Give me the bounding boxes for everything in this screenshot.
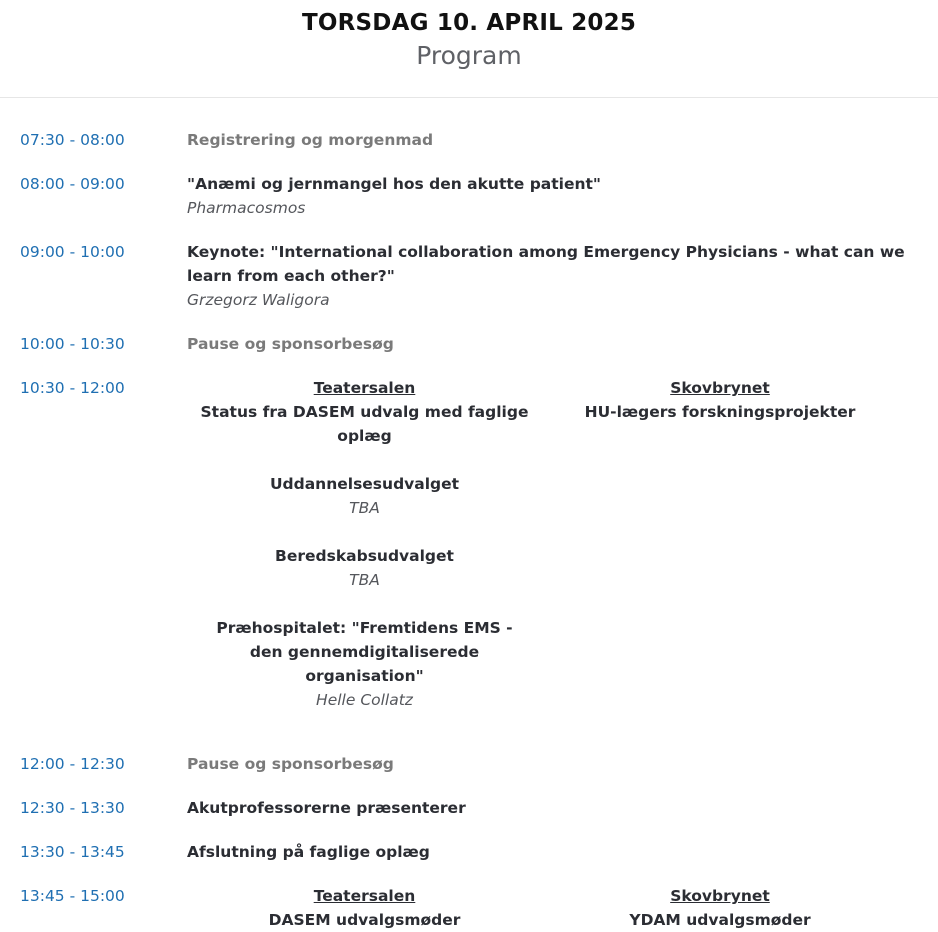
time-slot: 13:45 - 15:00 [20, 887, 125, 905]
parallel-tracks [187, 376, 898, 712]
session-speaker: Grzegorz Waligora [187, 291, 330, 309]
time-slot: 10:00 - 10:30 [20, 335, 125, 353]
track-right [542, 884, 898, 932]
session-speaker: TBA [349, 499, 380, 517]
room-name: Skovbrynet [670, 887, 770, 905]
time-slot: 09:00 - 10:00 [20, 243, 125, 261]
session-title: Registrering og morgenmad [187, 131, 434, 149]
room-name: Skovbrynet [670, 379, 770, 397]
track-right [542, 376, 898, 712]
track-left [187, 376, 542, 712]
session-speaker: Helle Collatz [316, 691, 413, 709]
session-title: Akutprofessorerne præsenterer [187, 799, 466, 817]
session-title: Keynote: "International collaboration among Emergency Physicians - what can we learn from each other?" [187, 243, 905, 285]
schedule-row [0, 128, 938, 152]
parallel-tracks [187, 884, 898, 932]
schedule-row-parallel [0, 376, 938, 712]
time-slot: 13:30 - 13:45 [20, 843, 125, 861]
session-title: Pause og sponsorbesøg [187, 755, 394, 773]
page-title: Program [416, 41, 522, 70]
event-date: TORSDAG 10. APRIL 2025 [301, 10, 637, 36]
schedule-row [0, 752, 938, 776]
session-speaker: TBA [349, 571, 380, 589]
schedule-row [0, 240, 938, 312]
track-title: HU-lægers forskningsprojekter [584, 403, 856, 421]
schedule-row [0, 172, 938, 220]
schedule-row [0, 840, 938, 864]
schedule-row [0, 796, 938, 820]
room-name: Teatersalen [313, 379, 416, 397]
time-slot: 08:00 - 09:00 [20, 175, 125, 193]
session-speaker: Pharmacosmos [187, 199, 306, 217]
time-slot: 07:30 - 08:00 [20, 131, 125, 149]
schedule-row [0, 332, 938, 356]
session-title: Uddannelsesudvalget [269, 475, 460, 493]
session-title: Præhospitalet: "Fremtidens EMS - den gennemdigitaliserede organisation" [216, 619, 513, 685]
session-title: Beredskabsudvalget [275, 547, 454, 565]
track-title: YDAM udvalgsmøder [629, 911, 811, 929]
session-title: "Anæmi og jernmangel hos den akutte patient" [187, 175, 601, 193]
time-slot: 12:00 - 12:30 [20, 755, 125, 773]
time-slot: 10:30 - 12:00 [20, 379, 125, 397]
track-title: Status fra DASEM udvalg med faglige oplæg [200, 403, 529, 445]
session-title: Pause og sponsorbesøg [187, 335, 394, 353]
schedule-row-parallel [0, 884, 938, 932]
schedule-list [0, 98, 938, 932]
session-title: Afslutning på faglige oplæg [187, 843, 430, 861]
track-left [187, 884, 542, 932]
page-header [0, 0, 938, 98]
room-name: Teatersalen [313, 887, 416, 905]
time-slot: 12:30 - 13:30 [20, 799, 125, 817]
track-title: DASEM udvalgsmøder [268, 911, 461, 929]
